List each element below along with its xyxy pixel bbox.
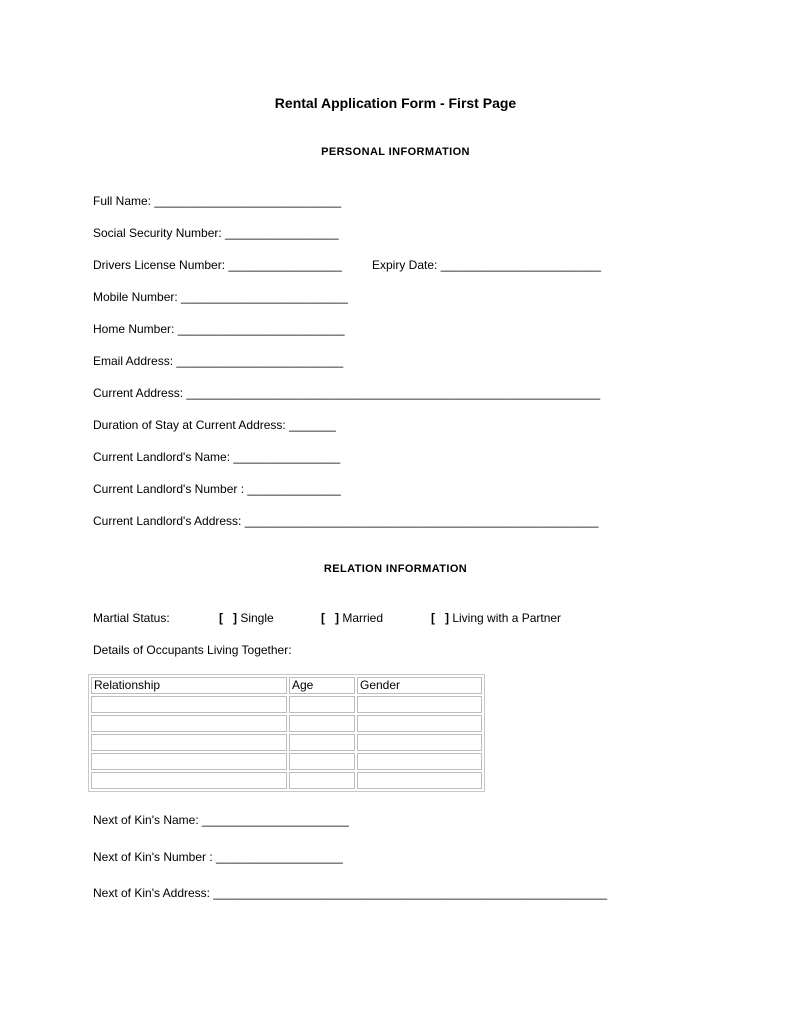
gender-cell (357, 715, 482, 732)
relationship-cell (91, 696, 287, 713)
checkbox-married: [ ] (321, 611, 339, 625)
age-cell (289, 753, 355, 770)
landlord-name-field: Current Landlord's Name: ________________ (93, 450, 341, 464)
age-cell (289, 715, 355, 732)
occupants-label: Details of Occupants Living Together: (93, 643, 292, 657)
drivers-license-field: Drivers License Number: _________________ (93, 258, 342, 272)
checkbox-partner: [ ] (431, 611, 449, 625)
expiry-date-field: Expiry Date: ________________________ (372, 258, 601, 272)
table-row (91, 753, 482, 770)
home-number-field: Home Number: _________________________ (93, 322, 345, 336)
header-relationship: Relationship (91, 677, 287, 694)
table-row (91, 715, 482, 732)
option-married-label: Married (339, 611, 384, 625)
table-row (91, 734, 482, 751)
gender-cell (357, 696, 482, 713)
duration-of-stay-field: Duration of Stay at Current Address: _______ (93, 418, 336, 432)
full-name-field: Full Name: ____________________________ (93, 194, 342, 208)
checkbox-single: [ ] (219, 611, 237, 625)
option-single-label: Single (237, 611, 274, 625)
option-partner (431, 611, 561, 625)
table-row (91, 772, 482, 789)
relationship-cell (91, 715, 287, 732)
age-cell (289, 772, 355, 789)
current-address-field: Current Address: ______________________________________________________________ (93, 386, 601, 400)
gender-cell (357, 734, 482, 751)
occupants-table (88, 674, 485, 792)
kin-address-field: Next of Kin's Address: ___________________________________________________________ (93, 886, 608, 900)
relationship-cell (91, 753, 287, 770)
option-single (219, 611, 274, 625)
gender-cell (357, 772, 482, 789)
kin-name-field: Next of Kin's Name: ______________________ (93, 813, 349, 827)
age-cell (289, 696, 355, 713)
marital-status-label: Martial Status: (93, 611, 170, 625)
header-gender: Gender (357, 677, 482, 694)
mobile-number-field: Mobile Number: _________________________ (93, 290, 348, 304)
gender-cell (357, 753, 482, 770)
relation-info-heading: RELATION INFORMATION (323, 563, 468, 575)
email-address-field: Email Address: _________________________ (93, 354, 344, 368)
table-row (91, 696, 482, 713)
kin-number-field: Next of Kin's Number : ___________________ (93, 850, 343, 864)
landlord-address-field: Current Landlord's Address: _____________________________________________________ (93, 514, 599, 528)
age-cell (289, 734, 355, 751)
landlord-number-field: Current Landlord's Number : ______________ (93, 482, 341, 496)
personal-info-heading: PERSONAL INFORMATION (321, 146, 470, 158)
page-title: Rental Application Form - First Page (274, 95, 517, 111)
relationship-cell (91, 734, 287, 751)
option-partner-label: Living with a Partner (449, 611, 562, 625)
option-married (321, 611, 383, 625)
table-header-row (91, 677, 482, 694)
relationship-cell (91, 772, 287, 789)
header-age: Age (289, 677, 355, 694)
ssn-field: Social Security Number: _________________ (93, 226, 339, 240)
